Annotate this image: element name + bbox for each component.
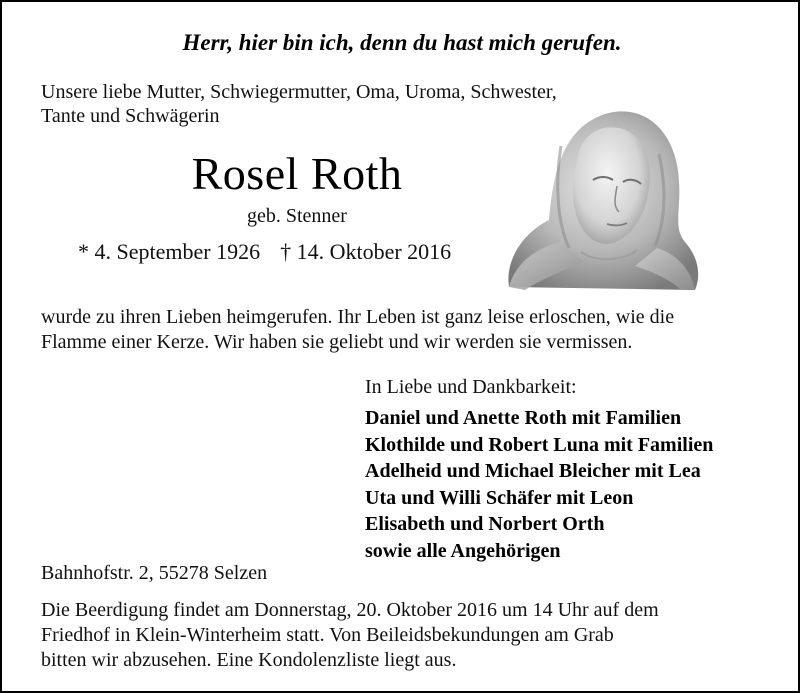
message-text [41,305,674,355]
address: Bahnhofstr. 2, 55278 Selzen [41,562,268,584]
family-member: Uta und Willi Schäfer mit Leon [365,486,634,509]
intro-line: Unsere liebe Mutter, Schwiegermutter, Oma, Uroma, Schwester, [41,81,557,103]
funeral-line: Die Beerdigung findet am Donnerstag, 20. Oktober 2016 um 14 Uhr auf dem [41,599,659,621]
intro-text [41,80,557,128]
intro-line: Tante und Schwägerin [41,105,220,127]
family-list [365,405,713,564]
message-line: Flamme einer Kerze. Wir haben sie geliebt und wir werden sie vermissen. [41,331,633,353]
motto: Herr, hier bin ich, denn du hast mich gerufen. [182,30,622,55]
birth-name: geb. Stenner [247,205,347,227]
funeral-info [41,598,659,673]
funeral-line: Friedhof in Klein-Winterheim statt. Von Beileidsbekundungen am Grab [41,624,614,646]
funeral-line: bitten wir abzusehen. Eine Kondolenzliste liegt aus. [41,649,457,671]
family-member: Adelheid und Michael Bleicher mit Lea [365,460,701,482]
deceased-name: Rosel Roth [191,148,403,199]
birth-date: * 4. September 1926 [78,239,261,264]
message-line: wurde zu ihren Lieben heimgerufen. Ihr Leben ist ganz leise erloschen, wie die [41,306,675,328]
family-member: Daniel und Anette Roth mit Familien [365,407,682,429]
life-dates [78,239,451,265]
death-date: † 14. Oktober 2016 [280,239,452,264]
thanks-heading: In Liebe und Dankbarkeit: [365,376,577,398]
family-member: Elisabeth und Norbert Orth [365,513,605,535]
family-member: Klothilde und Robert Luna mit Familien [365,433,714,456]
family-member: sowie alle Angehörigen [365,539,561,562]
